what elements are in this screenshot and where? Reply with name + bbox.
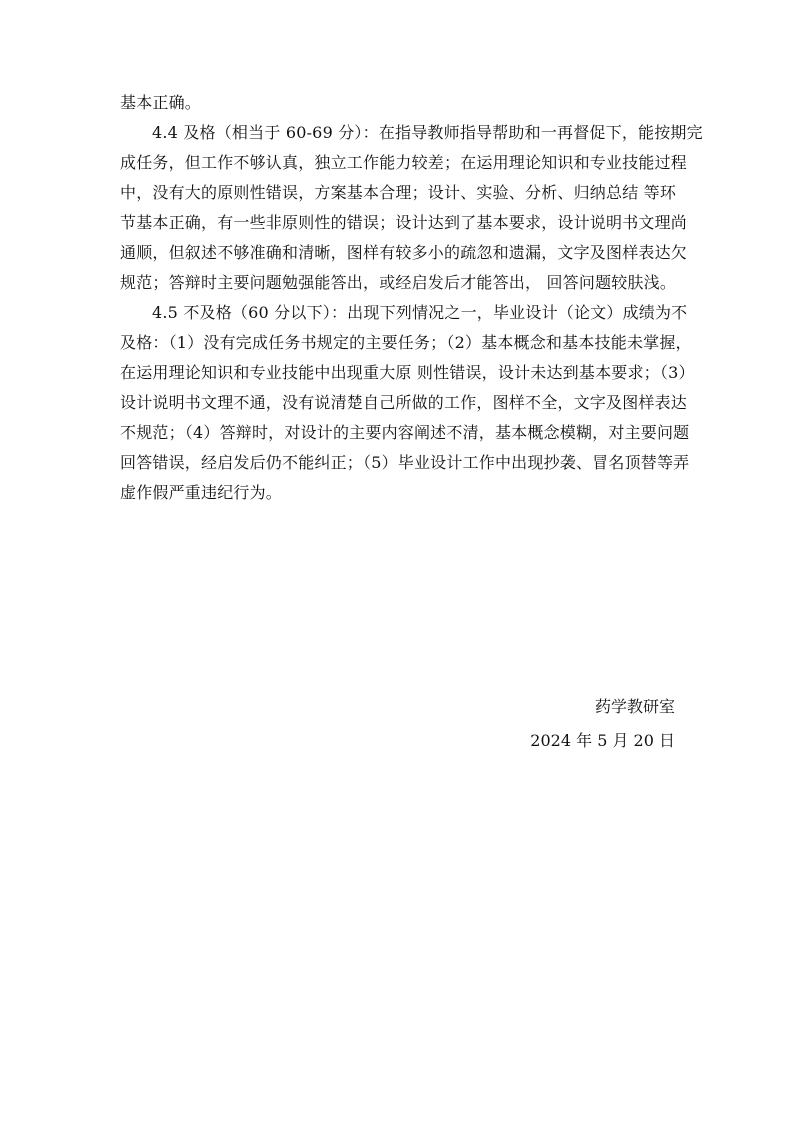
paragraph-4-4-pass xyxy=(120,118,703,298)
text-line: 设计说明书文理不通，没有说清楚自己所做的工作，图样不全，文字及图样表达 xyxy=(120,393,688,412)
text-line: 虚作假严重违纪行为。 xyxy=(120,483,283,502)
paragraph-4-5-fail xyxy=(120,298,695,508)
text-line: 规范；答辩时主要问题勉强能答出，或经启发后才能答出， 回答问题较肤浅。 xyxy=(120,273,677,292)
text-line: 基本正确。 xyxy=(120,93,202,112)
text-line: 不规范；（4）答辩时，对设计的主要内容阐述不清，基本概念模糊，对主要问题 xyxy=(120,423,690,442)
text-line: 中，没有大的原则性错误，方案基本合理；设计、实验、分析、归纳总结 等环 xyxy=(120,183,677,202)
paragraph-continuation xyxy=(120,88,676,118)
text-line: 4.5 不及格（60 分以下）：出现下列情况之一，毕业设计（论文）成绩为不 xyxy=(152,303,688,322)
text-line: 节基本正确，有一些非原则性的错误；设计达到了基本要求，设计说明书文理尚 xyxy=(120,213,688,232)
text-line: 及格：（1）没有完成任务书规定的主要任务；（2）基本概念和基本技能未掌握， xyxy=(120,333,692,352)
text-line: 在运用理论知识和专业技能中出现重大原 则性错误，设计未达到基本要求；（3） xyxy=(120,363,695,382)
text-line: 4.4 及格（相当于 60-69 分）：在指导教师指导帮助和一再督促下，能按期完 xyxy=(152,123,703,142)
text-line: 成任务，但工作不够认真，独立工作能力较差；在运用理论知识和专业技能过程 xyxy=(120,153,688,172)
text-line: 通顺，但叙述不够准确和清晰，图样有较多小的疏忽和遗漏，文字及图样表达欠 xyxy=(120,243,688,262)
signature-block xyxy=(530,690,675,758)
text-line: 回答错误，经启发后仍不能纠正；（5）毕业设计工作中出现抄袭、冒名顶替等弄 xyxy=(120,453,690,472)
document-date: 2024 年 5 月 20 日 xyxy=(530,731,675,750)
department-name: 药学教研室 xyxy=(594,697,675,716)
document-body xyxy=(120,88,703,508)
